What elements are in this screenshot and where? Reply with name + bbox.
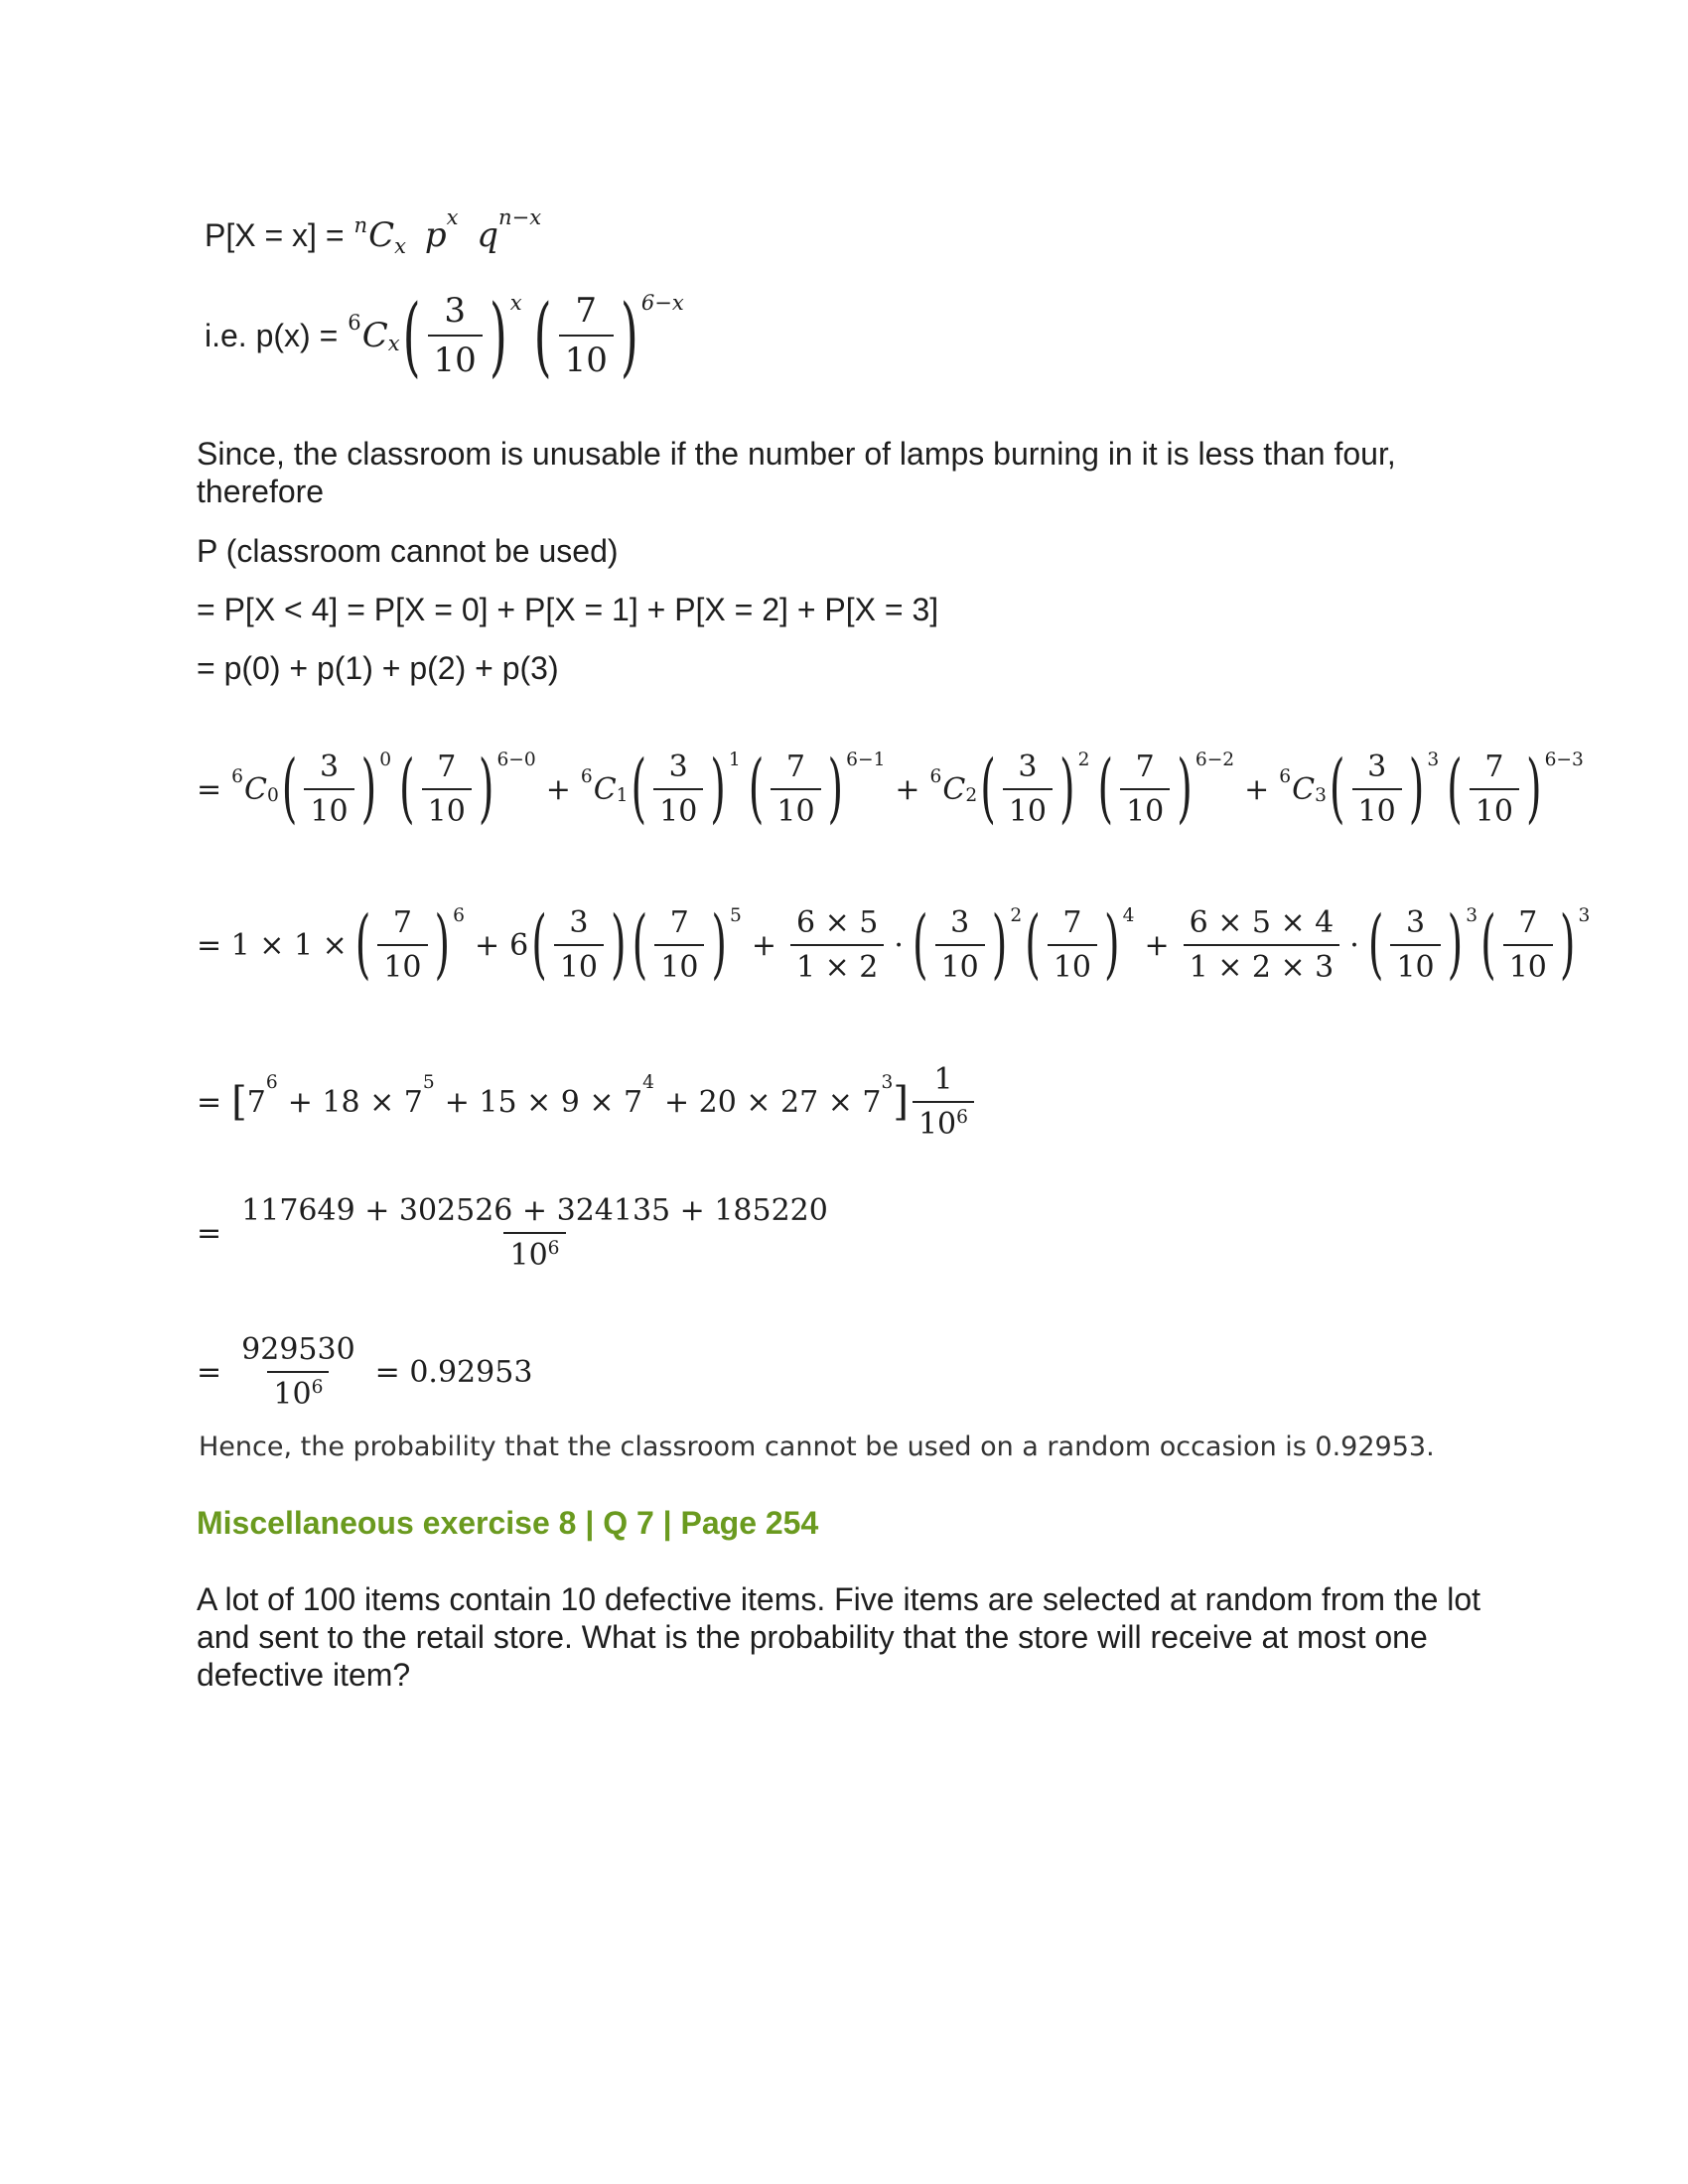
line-px-sum: = P[X < 4] = P[X = 0] + P[X = 1] + P[X = 2] + P[X = 3] — [197, 592, 939, 627]
formula-binomial-specific — [205, 276, 684, 395]
question-text: A lot of 100 items contain 10 defective items. Five items are selected at random from the lot and sent to the retail store. What is the probability that the store will receive at most one defective item? — [197, 1581, 1481, 1693]
formula1-lhs: P[X = x] = — [205, 217, 345, 253]
formula-binomial-general — [205, 204, 542, 260]
equation-sum-over-power: = $\frac{117649 + 302526 + 324135 + 185220}{10^6}$ — [197, 1193, 828, 1273]
formula2-rhs: 6 C x ( $\frac{3}{10}$ ) x ( $\frac{7}{10}$ ) 6−x — [348, 284, 684, 387]
formula1-rhs: $^nC_x$ $p^x$ $q^{n-x}$ — [353, 204, 542, 259]
formula2-lhs: i.e. p(x) = — [205, 318, 339, 353]
equation-bracket-powers: = [ 7 6 + 18 × 7 5 + 15 × 9 × 7 4 + 20 × 27 × 7 3 ] $\frac{1}{10^6}$ — [197, 1052, 978, 1152]
equation-numeric-terms: = 1 × 1 × ( $\frac{7}{10}$ ) 6 + 6 ( $\frac{3}{10}$ ) ( $\frac{7}{10}$ ) 5 + $\frac{6 \times 5}{1 \times 2}$ · ( $\frac{3}{10}$ ) 2 ( $\frac{7}{10}$ ) 4 + $\frac{6 \times 5 \times 4}{1 \times 2 \times 3}$ · ( $\frac{3}{10}$ ) 3 ( $\frac{7}{10}$ ) 3 — [197, 901, 1591, 989]
equation-expansion-terms: = 6 C 0 ( $\frac{3}{10}$ ) 0 ( $\frac{7}{10}$ ) 6−0 + 6 C 1 ( $\frac{3}{10}$ ) 1 ( $\frac{7}{10}$ ) 6−1 + 6 C 2 ( $\frac{3}{10}$ ) 2 ( $\frac{7}{10}$ ) 6−2 + 6 C 3 ( $\frac{3}{10}$ ) 3 ( $\frac{7}{10}$ ) 6−3 — [197, 746, 1584, 833]
line-p-sum: = p(0) + p(1) + p(2) + p(3) — [197, 650, 559, 686]
equation-final-result: = $\frac{929530}{10^6}$ = 0.92953 — [197, 1332, 533, 1412]
conclusion-text: Hence, the probability that the classroom cannot be used on a random occasion is 0.92953. — [199, 1432, 1435, 1462]
exercise-heading: Miscellaneous exercise 8 | Q 7 | Page 254 — [197, 1505, 819, 1541]
p-classroom-cannot-be-used: P (classroom cannot be used) — [197, 533, 619, 569]
since-paragraph: Since, the classroom is unusable if the number of lamps burning in it is less than four, therefore — [197, 436, 1396, 509]
